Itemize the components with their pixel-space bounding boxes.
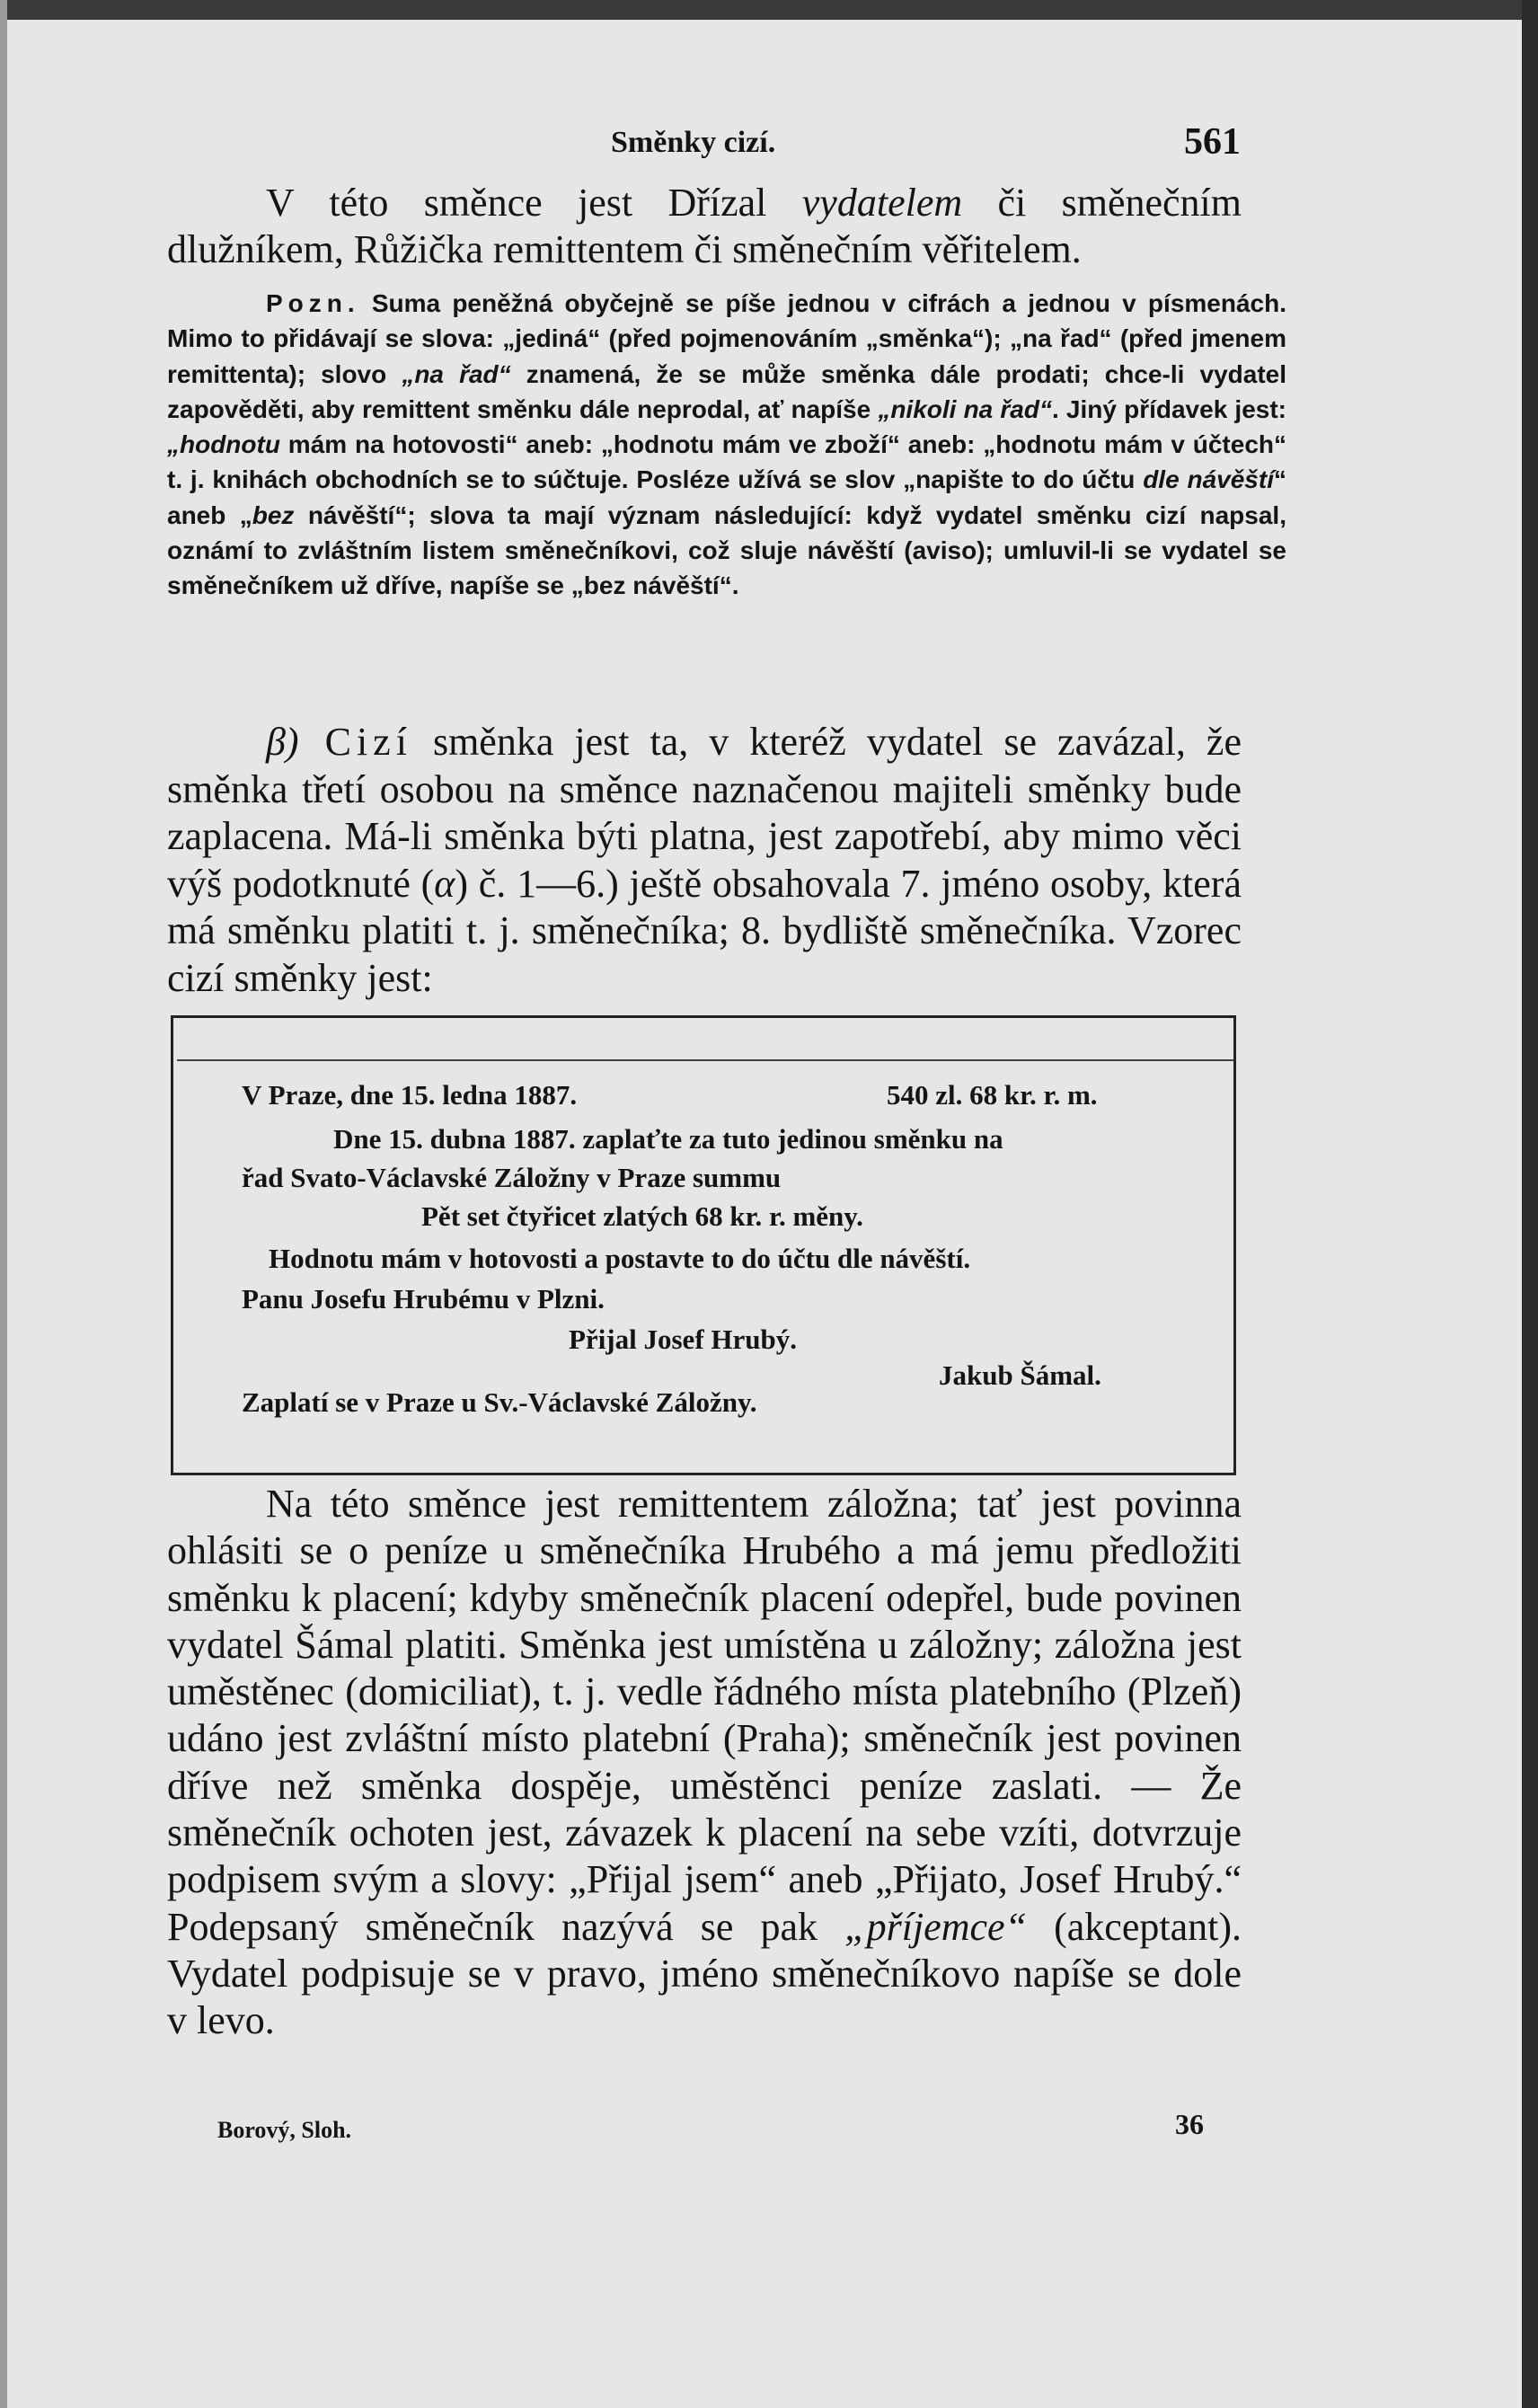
bill-drawer-signature: Jakub Šámal.: [939, 1359, 1101, 1391]
note-text-5: “ aneb „: [167, 465, 1286, 529]
intro-text-start: V této směnce jest Dřízal: [266, 181, 802, 225]
note-italic-4: dle návěští: [1143, 465, 1274, 494]
bill-inner-rule: [177, 1059, 1233, 1062]
bill-of-exchange-sample: [171, 1015, 1236, 1475]
alpha-symbol: α: [434, 861, 455, 906]
bill-acceptance: Přijal Josef Hrubý.: [569, 1324, 797, 1355]
bill-place-date: V Praze, dne 15. ledna 1887.: [242, 1079, 578, 1111]
bill-amount: 540 zl. 68 kr. r. m.: [887, 1079, 1098, 1111]
note-italic-3: „hodnotu: [167, 430, 280, 459]
intro-italic: vydatelem: [801, 181, 963, 225]
scan-edge-top: [0, 0, 1538, 20]
running-head: Směnky cizí.: [611, 126, 776, 159]
bill-line-1: Dne 15. dubna 1887. zaplaťte za tuto jedinou směnku na: [333, 1123, 1003, 1155]
closing-paragraph: [167, 1481, 1242, 2045]
note-text-4: mám na hotovosti“ aneb: „hodnotu mám ve zboží“ aneb: „hodnotu mám v účtech“ t. j. knihách obchodních se to súčtuje. Posléze užívá se slov „napište to do účtu: [167, 430, 1286, 494]
note-label: Pozn.: [266, 289, 360, 317]
note-italic-2: „nikoli na řad“: [878, 394, 1052, 423]
bill-line-2: řad Svato-Václavské Záložny v Praze summu: [242, 1162, 782, 1193]
page-header: [0, 121, 1538, 171]
beta-text-1: směnka jest ta, v kteréž vydatel se zavázal, že směnka třetí osobou na směnce naznačenou majiteli směnky bude zaplacena. Má-li směnka býti platna, jest zapotřebí, aby mimo věci výš podotknuté (: [167, 720, 1242, 906]
scan-edge-right: [1522, 0, 1538, 2408]
note-text-6: návěští“; slova ta mají význam následující: když vydatel směnku cizí napsal, oznámí to zvláštním listem směnečníkovi, což sluje návěští (aviso); umluvil-li se vydatel se směnečníkem už dříve, napíše se „bez návěští“.: [167, 500, 1286, 600]
closing-italic: „příjemce“: [844, 1904, 1028, 1949]
footer-sheet-number: 36: [1175, 2108, 1204, 2140]
closing-text-2: (akceptant). Vydatel podpisuje se v pravo, jméno směnečníkovo napíše se dole v levo.: [167, 1904, 1242, 2043]
footer-signature-mark: Borový, Sloh.: [217, 2117, 352, 2143]
note-text-1: Suma peněžná obyčejně se píše jednou v cifrách a jednou v písmenách. Mimo to přidávají se slova: „jediná“ (před pojmenováním „směnka“); „na řad“ (před jmenem remittenta); slovo: [167, 289, 1286, 388]
scan-edge-left: [0, 0, 7, 2408]
beta-text-2: ) č. 1—6.) ještě obsahovala 7. jméno osoby, která má směnku platiti t. j. směnečníka; 8. bydliště směnečníka. Vzorec cizí směnky jest:: [167, 861, 1242, 1000]
note-paragraph: [167, 286, 1286, 604]
bill-line-4: Hodnotu mám v hotovosti a postavte to do účtu dle návěští.: [269, 1243, 971, 1274]
bill-payable-at: Zaplatí se v Praze u Sv.-Václavské Záložny.: [242, 1386, 757, 1418]
note-text-2: znamená, že se může směnka dále prodati; chce-li vydatel zapověděti, aby remittent směnku dále neprodal, ať napíše: [167, 359, 1287, 423]
beta-marker: β): [266, 720, 299, 764]
bill-line-3: Pět set čtyřicet zlatých 68 kr. r. měny.: [421, 1200, 863, 1232]
note-italic-1: „na řad“: [402, 359, 511, 388]
intro-paragraph: [167, 180, 1242, 273]
beta-paragraph: [167, 719, 1242, 1002]
intro-text-end: či směnečním dlužníkem, Růžička remittentem či směnečním věřitelem.: [167, 181, 1242, 271]
bill-line-5: Panu Josefu Hrubému v Plzni.: [242, 1283, 605, 1315]
beta-term: Cizí: [298, 720, 412, 764]
note-italic-5: bez: [252, 500, 295, 529]
note-text-3: . Jiný přídavek jest:: [1051, 394, 1286, 423]
page-number: 561: [1184, 121, 1241, 163]
closing-text-1: Na této směnce jest remittentem záložna; tať jest povinna ohlásiti se o peníze u směnečníka Hrubého a má jemu předložiti směnku k placení; kdyby směnečník placení odepřel, bude povinen vydatel Šámal platiti. Směnka jest umístěna u záložny; záložna jest uměstěnec (domiciliat), t. j. vedle řádného místa platebního (Plzeň) udáno jest zvláštní místo platební (Praha); směnečník jest povinen dříve než směnka dospěje, uměstěnci peníze zaslati. — Že směnečník ochoten jest, závazek k placení na sebe vzíti, dotvrzuje podpisem svým a slovy: „Přijal jsem“ aneb „Přijato, Josef Hrubý.“ Podepsaný směnečník nazývá se pak: [167, 1482, 1242, 1949]
